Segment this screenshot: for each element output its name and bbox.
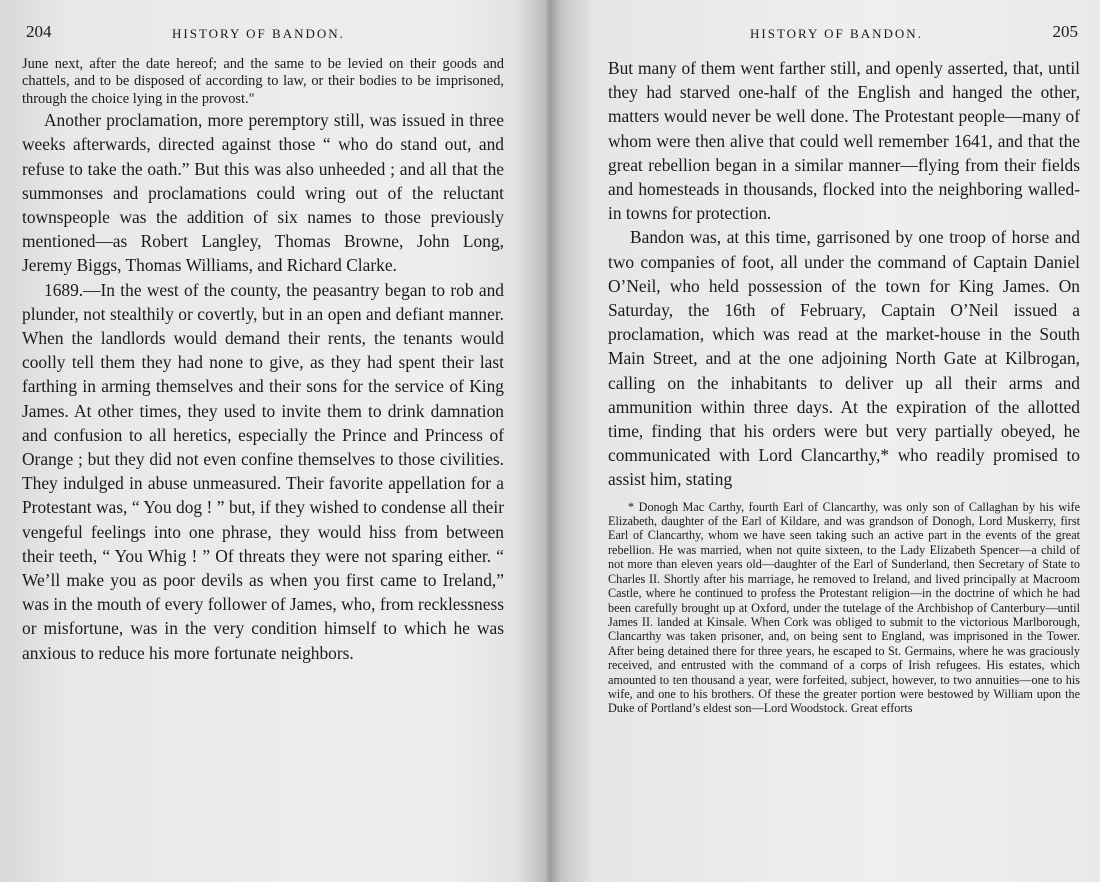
footnote: * Donogh Mac Carthy, fourth Earl of Clancarthy, was only son of Callaghan by his wife Elizabeth, daughter of the Earl of Kildare, and was grandson of Donogh, Lord Muskerry, first Earl of Clancarthy, whom we have seen taking such an active part in the events of the great rebellion. He was married, when not quite sixteen, to the Lady Elizabeth Spencer—a child of not more than eleven years old—daughter of the Earl of Sunderland, then Secretary of State to Charles II. Shortly after his marriage, he removed to Ireland, and lived principally at Macroom Castle, where he continued to profess the Protestant religion—in the doctrine of which he had been carefully brought up at Oxford, under the tutelage of the Archbishop of Canterbury—until James II. landed at Kinsale. When Cork was obliged to submit to the victorious Marlborough, Clancarthy was taken prisoner, and, on being sent to England, was imprisoned in the Tower. After being detained there for three years, he escaped to St. Germains, where he was graciously received, and entrusted with the command of a corps of Irish refugees. His estates, which amounted to ten thousand a year, were forfeited, subject, however, to two annuities—one to his wife, and one to his brothers. Of these the greater portion were bestowed by William upon the Duke of Portland’s eldest son—Lord Woodstock. Great efforts <box>608 499 1080 716</box>
body-text <box>608 56 1080 492</box>
running-header <box>22 22 504 56</box>
running-header <box>608 22 1080 56</box>
paragraph: 1689.—In the west of the county, the peasantry began to rob and plunder, not stealthily or covertly, but in an open and defiant manner. When the landlords would demand their rents, the tenants would coolly tell them they had none to give, as they had spent their last farthing in arming themselves and their sons for the service of King James. At other times, they used to invite them to drink damnation and confusion to all heretics, especially the Prince and Princess of Orange ; but they did not even confine themselves to those civilities. They indulged in abuse unmeasured. Their favorite appellation for a Protestant was, “ You dog ! ” but, if they wished to condense all their vengeful feelings into one phrase, they would hiss from between their teeth, “ You Whig ! ” Of threats they were not sparing either. “ We’ll make you as poor devils as when you first came to Ireland,” was in the mouth of every follower of James, who, from recklessness or misfortune, was in the very condition himself to which he was anxious to reduce his more fortunate neighbors. <box>22 279 504 663</box>
page-number: 204 <box>26 22 52 41</box>
running-head-title: HISTORY OF BANDON. <box>750 26 923 41</box>
quote-block: June next, after the date hereof; and the same to be levied on their goods and chattels, and to be disposed of according to law, or their bodies to be imprisoned, through the choice lying in the provost." <box>22 56 504 107</box>
paragraph: But many of them went farther still, and openly asserted, that, until they had starved one-half of the English and hanged the other, matters would never be well done. The Protestant people—many of whom were then alive that could well remember 1641, and that the great rebellion began in a similar manner—flying from their fields and homesteads in thousands, flocked into the neighboring walled-in towns for protection. <box>608 58 1080 224</box>
paragraph: Another proclamation, more peremptory still, was issued in three weeks afterwards, directed against those “ who do stand out, and refuse to take the oath.” But this was also unheeded ; and all that the summonses and proclamations could wring out of the reluctant townspeople was the addition of six names to those previously mentioned—as Robert Langley, Thomas Browne, John Long, Jeremy Biggs, Thomas Williams, and Richard Clarke. <box>22 110 504 276</box>
paragraph: Bandon was, at this time, garrisoned by one troop of horse and two companies of foot, all under the command of Captain Daniel O’Neil, who held possession of the town for King James. On Saturday, the 16th of February, Captain O’Neil issued a proclamation, which was read at the market-house in the South Main Street, and at the one adjoining North Gate at Kilbrogan, calling on the inhabitants to deliver up all their arms and ammunition within three days. At the expiration of the allotted time, finding that his orders were but very partially obeyed, he communicated with Lord Clancarthy,* who readily promised to assist him, stating <box>608 227 1080 490</box>
running-head-title: HISTORY OF BANDON. <box>172 26 345 41</box>
left-page <box>0 0 540 882</box>
right-page <box>560 0 1100 882</box>
page-number: 205 <box>1052 22 1078 41</box>
body-text <box>22 56 504 665</box>
